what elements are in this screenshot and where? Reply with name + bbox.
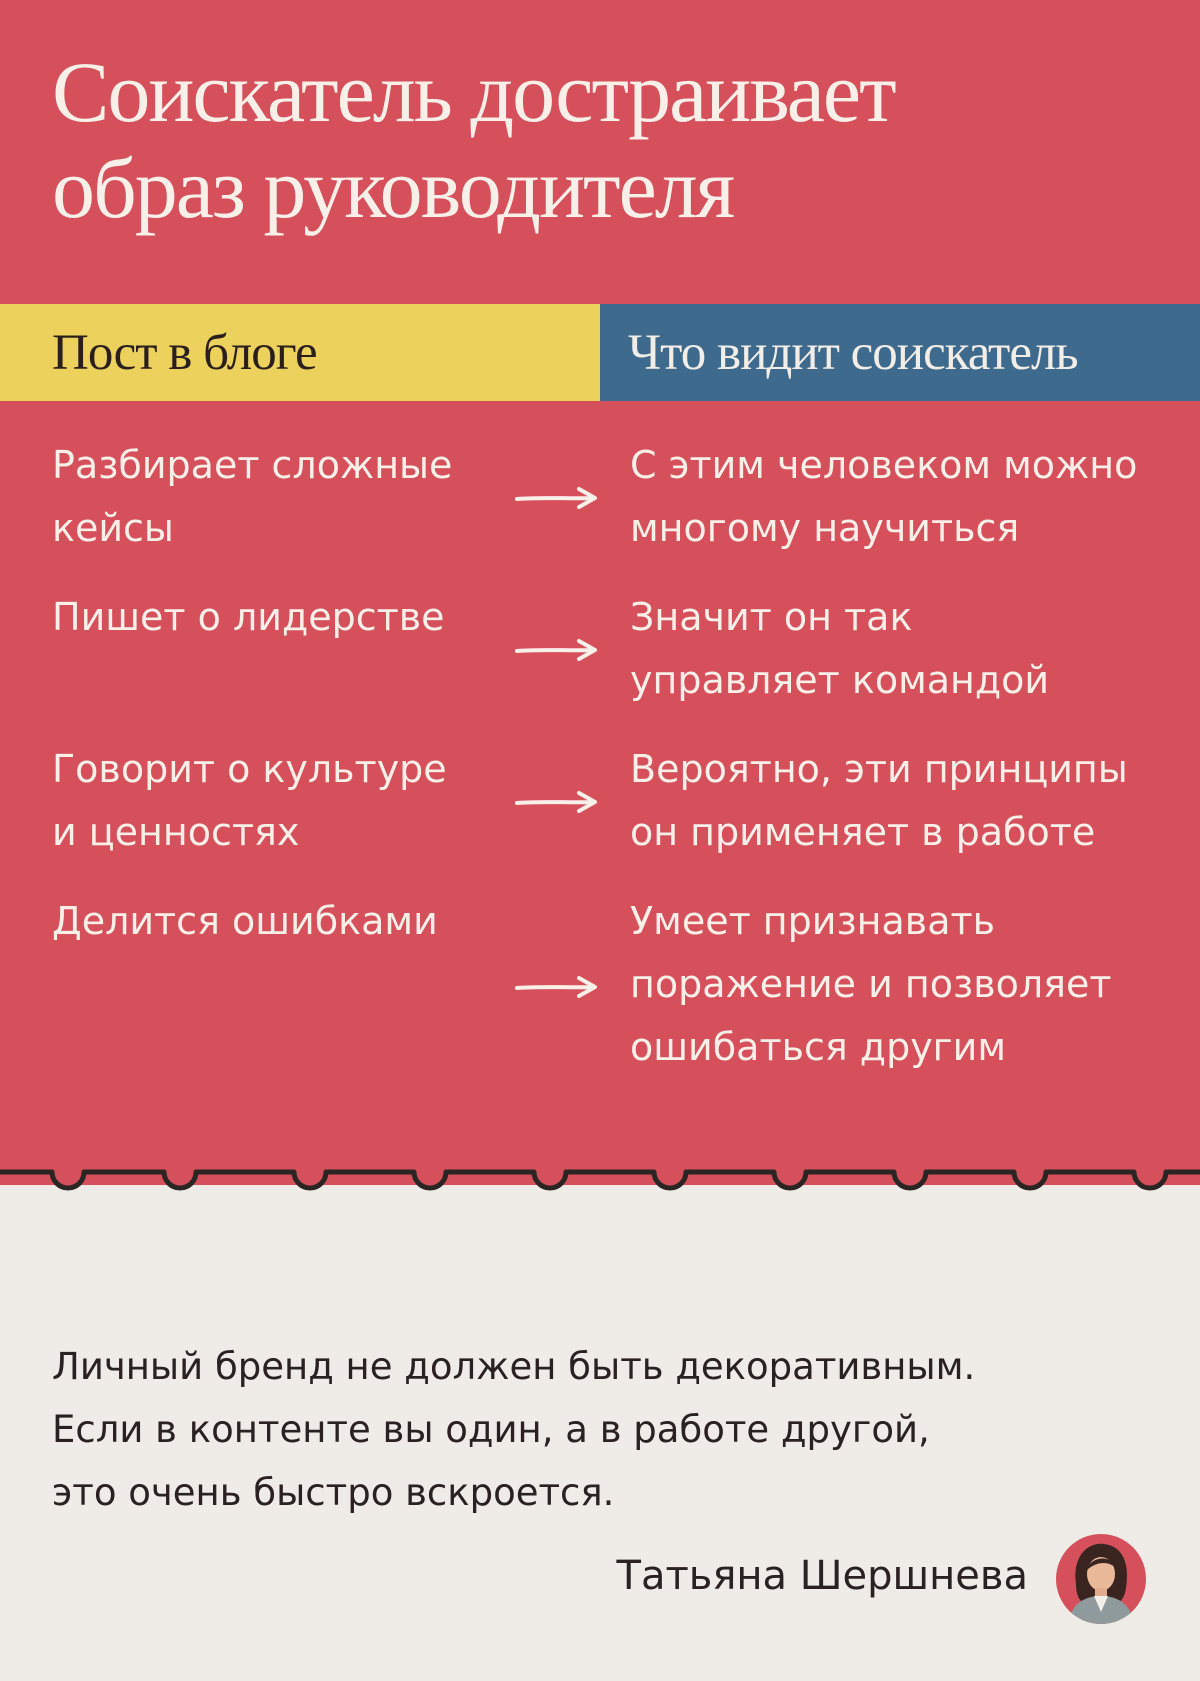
quote-line-3: это очень быстро вскроется.: [52, 1471, 615, 1514]
column-header-candidate-view-label: Что видит соискатель: [628, 324, 1078, 381]
column-header-blog-post: [0, 304, 600, 401]
quote-block: [52, 1335, 1152, 1524]
page-title: [52, 44, 1152, 236]
perforated-edge: [0, 1150, 1200, 1250]
right-arrow-icon: [515, 790, 599, 814]
quote-line-1: Личный бренд не должен быть декоративным.: [52, 1345, 976, 1388]
title-line-2: образ руководителя: [52, 140, 734, 236]
column-header-candidate-view: [600, 304, 1200, 401]
row-left-text: Разбирает сложные кейсы: [52, 443, 453, 550]
quote-line-2: Если в контенте вы один, а в работе другой,: [52, 1408, 930, 1451]
row-right-text: Умеет признавать поражение и позволяет ошибаться другим: [630, 899, 1112, 1069]
right-arrow-icon: [515, 975, 599, 999]
column-header-blog-post-label: Пост в блоге: [52, 324, 317, 381]
row-left-text: Пишет о лидерстве: [52, 595, 445, 639]
row-right-text: С этим человеком можно многому научиться: [630, 443, 1138, 550]
row-right-text: Вероятно, эти принципы он применяет в работе: [630, 747, 1128, 854]
author-avatar: [1054, 1532, 1148, 1626]
row-right-text: Значит он так управляет командой: [630, 595, 1050, 702]
right-arrow-icon: [515, 638, 599, 662]
row-left-text: Говорит о культуре и ценностях: [52, 747, 447, 854]
right-arrow-icon: [515, 486, 599, 510]
row-left-text: Делится ошибками: [52, 899, 438, 943]
author-name: Татьяна Шершнева: [616, 1553, 1028, 1599]
title-line-1: Соискатель достраивает: [52, 44, 895, 140]
